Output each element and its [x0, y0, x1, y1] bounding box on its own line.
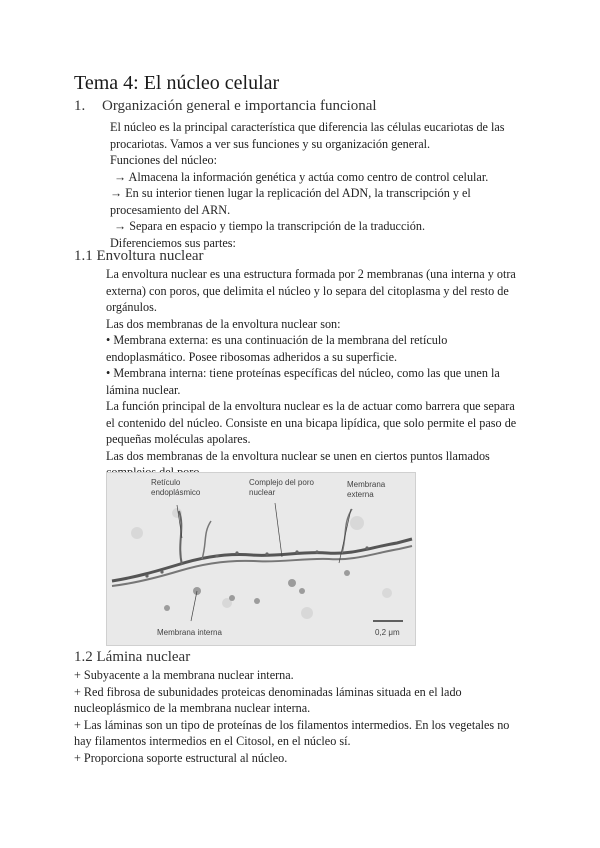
- paragraph-line: Las dos membranas de la envoltura nuclear son:: [106, 316, 341, 331]
- section-1-1-body: [106, 266, 516, 481]
- section-1-1-heading: 1.1 Envoltura nuclear: [74, 248, 204, 264]
- nuclear-envelope-micrograph: [106, 472, 416, 646]
- section-1-number: 1.: [74, 98, 86, 114]
- list-item: → Almacena la información genética y actúa como centro de control celular.: [114, 169, 489, 184]
- label-interna: Membrana interna: [157, 628, 222, 637]
- paragraph-line: hay filamentos intermedios en el Citosol, en el núcleo sí.: [74, 734, 351, 748]
- paragraph-line: La función principal de la envoltura nuclear es la de actuar como barrera que separa: [106, 399, 515, 413]
- paragraph-line: procesamiento del ARN.: [110, 202, 231, 217]
- label-externa-2: externa: [347, 490, 374, 499]
- label-reticulo-2: endoplásmico: [151, 488, 201, 497]
- paragraph-line: lámina nuclear.: [106, 382, 181, 397]
- list-item: • Membrana interna: tiene proteínas específicas del núcleo, como las que unen la: [106, 366, 500, 380]
- list-item: • Membrana externa: es una continuación de la membrana del retículo: [106, 333, 448, 347]
- paragraph-line: el contenido del núcleo. Consiste en una bicapa lipídica, que solo permite el paso de: [106, 415, 517, 430]
- paragraph-line: nucleoplásmico de la membrana nuclear interna.: [74, 701, 311, 715]
- paragraph-line: Funciones del núcleo:: [110, 153, 217, 167]
- paragraph-line: Las dos membranas de la envoltura nuclear se unen en ciertos puntos llamados: [106, 448, 490, 463]
- list-item: + Subyacente a la membrana nuclear interna.: [74, 668, 294, 682]
- paragraph-line: endoplasmático. Posee ribosomas adheridos a su superficie.: [106, 349, 398, 364]
- paragraph-line: La envoltura nuclear es una estructura formada por 2 membranas (una interna y otra: [106, 267, 516, 281]
- section-1-2-body: [74, 667, 509, 766]
- section-1-title: Organización general e importancia funcional: [102, 98, 377, 114]
- paragraph-line: procariotas. Vamos a ver sus funciones y su organización general.: [110, 136, 431, 151]
- section-1-2-heading: 1.2 Lámina nuclear: [74, 649, 191, 665]
- list-item: + Red fibrosa de subunidades proteicas denominadas láminas situada en el lado: [74, 684, 462, 699]
- paragraph-line: orgánulos.: [106, 300, 157, 314]
- label-poro-2: nuclear: [249, 488, 276, 497]
- paragraph-line: pequeñas moléculas apolares.: [106, 432, 251, 446]
- label-poro-1: Complejo del poro: [249, 478, 314, 487]
- list-item: + Las láminas son un tipo de proteínas de los filamentos intermedios. En los vegetales no: [74, 717, 510, 732]
- paragraph-line: externa) con poros, que delimita el núcleo y lo separa del citoplasma y del resto de: [106, 283, 509, 298]
- label-externa-1: Membrana: [347, 480, 386, 489]
- section-1-heading: [74, 98, 377, 115]
- section-1-body: [110, 119, 505, 251]
- page-title: Tema 4: El núcleo celular: [74, 72, 280, 94]
- micrograph-drawing: [107, 473, 415, 645]
- paragraph-line: Diferenciemos sus partes:: [110, 235, 236, 250]
- label-reticulo-1: Retículo: [151, 478, 181, 487]
- paragraph-line: El núcleo es la principal característica que diferencia las células eucariotas de las: [110, 120, 505, 134]
- list-item: → En su interior tienen lugar la replicación del ADN, la transcripción y el: [110, 186, 471, 200]
- label-scale: 0,2 μm: [375, 628, 400, 637]
- list-item: → Separa en espacio y tiempo la transcripción de la traducción.: [114, 219, 426, 233]
- list-item: + Proporciona soporte estructural al núcleo.: [74, 750, 288, 765]
